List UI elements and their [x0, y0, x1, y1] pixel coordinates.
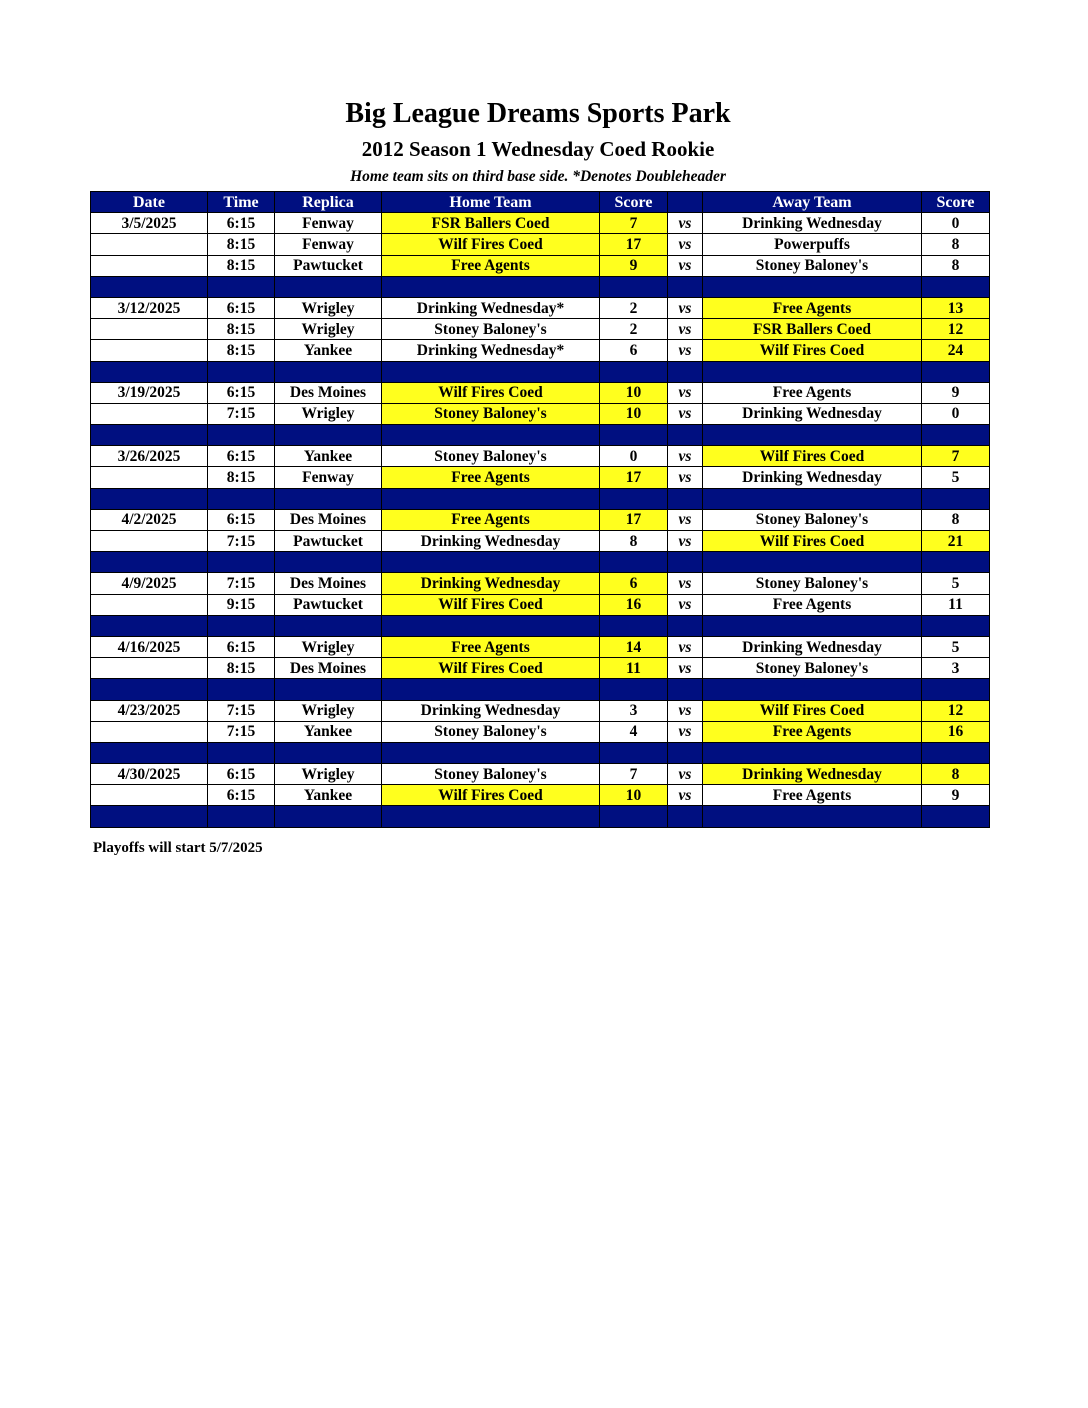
home-score: 7: [600, 213, 668, 234]
col-header-vs: [668, 192, 703, 213]
away-team: Drinking Wednesday: [703, 403, 922, 424]
season-subtitle: 2012 Season 1 Wednesday Coed Rookie: [361, 137, 715, 161]
game-row: [91, 573, 990, 594]
separator-cell: [600, 552, 668, 573]
home-score: 10: [600, 403, 668, 424]
separator-cell: [922, 615, 990, 636]
separator-cell: [382, 488, 600, 509]
separator-cell: [922, 488, 990, 509]
game-replica: Wrigley: [275, 319, 382, 340]
home-team: Stoney Baloney's: [382, 721, 600, 742]
separator-cell: [275, 361, 382, 382]
game-date: 3/19/2025: [91, 382, 208, 403]
separator-cell: [91, 615, 208, 636]
game-row: [91, 764, 990, 785]
game-time: 6:15: [208, 509, 275, 530]
separator-cell: [600, 425, 668, 446]
away-score: 21: [922, 531, 990, 552]
page-title: Big League Dreams Sports Park: [345, 98, 731, 129]
separator-cell: [922, 276, 990, 297]
vs-label: vs: [668, 255, 703, 276]
separator-cell: [91, 488, 208, 509]
away-team: Wilf Fires Coed: [703, 446, 922, 467]
home-team: Drinking Wednesday: [382, 573, 600, 594]
game-date: 4/23/2025: [91, 700, 208, 721]
away-team: Free Agents: [703, 721, 922, 742]
game-date: [91, 721, 208, 742]
separator-cell: [703, 742, 922, 763]
col-header-away-score: Score: [922, 192, 990, 213]
col-header-time: Time: [208, 192, 275, 213]
game-replica: Yankee: [275, 785, 382, 806]
away-score: 24: [922, 340, 990, 361]
game-replica: Des Moines: [275, 382, 382, 403]
game-row: [91, 785, 990, 806]
game-replica: Fenway: [275, 213, 382, 234]
col-header-away-team: Away Team: [703, 192, 922, 213]
away-score: 7: [922, 446, 990, 467]
away-score: 9: [922, 382, 990, 403]
away-team: Drinking Wednesday: [703, 213, 922, 234]
game-replica: Wrigley: [275, 297, 382, 318]
game-time: 8:15: [208, 467, 275, 488]
table-header-row: [91, 192, 990, 213]
separator-cell: [275, 552, 382, 573]
game-replica: Pawtucket: [275, 255, 382, 276]
away-score: 9: [922, 785, 990, 806]
game-date: [91, 467, 208, 488]
game-time: 6:15: [208, 382, 275, 403]
home-team: Free Agents: [382, 467, 600, 488]
week-separator-row: [91, 552, 990, 573]
separator-cell: [668, 806, 703, 827]
vs-label: vs: [668, 573, 703, 594]
away-score: 13: [922, 297, 990, 318]
away-team: Drinking Wednesday: [703, 467, 922, 488]
separator-cell: [703, 679, 922, 700]
away-team: Powerpuffs: [703, 234, 922, 255]
away-team: Drinking Wednesday: [703, 764, 922, 785]
away-score: 8: [922, 764, 990, 785]
away-team: Stoney Baloney's: [703, 255, 922, 276]
vs-label: vs: [668, 382, 703, 403]
game-row: [91, 340, 990, 361]
separator-cell: [600, 615, 668, 636]
home-score: 8: [600, 531, 668, 552]
separator-cell: [922, 361, 990, 382]
game-date: 3/26/2025: [91, 446, 208, 467]
schedule-body: [91, 213, 990, 827]
separator-cell: [703, 552, 922, 573]
home-score: 0: [600, 446, 668, 467]
week-separator-row: [91, 679, 990, 700]
separator-cell: [600, 742, 668, 763]
home-score: 3: [600, 700, 668, 721]
separator-cell: [91, 552, 208, 573]
away-team: Free Agents: [703, 382, 922, 403]
game-replica: Wrigley: [275, 764, 382, 785]
game-replica: Des Moines: [275, 509, 382, 530]
week-separator-row: [91, 361, 990, 382]
separator-cell: [208, 361, 275, 382]
separator-cell: [703, 615, 922, 636]
vs-label: vs: [668, 594, 703, 615]
home-score: 10: [600, 785, 668, 806]
separator-cell: [275, 276, 382, 297]
separator-cell: [208, 806, 275, 827]
vs-label: vs: [668, 213, 703, 234]
separator-cell: [208, 615, 275, 636]
home-score: 14: [600, 636, 668, 657]
separator-cell: [208, 742, 275, 763]
away-team: Free Agents: [703, 594, 922, 615]
game-row: [91, 658, 990, 679]
separator-cell: [91, 425, 208, 446]
home-team: Stoney Baloney's: [382, 764, 600, 785]
vs-label: vs: [668, 509, 703, 530]
away-score: 8: [922, 234, 990, 255]
game-time: 7:15: [208, 573, 275, 594]
vs-label: vs: [668, 340, 703, 361]
home-score: 9: [600, 255, 668, 276]
home-team: Stoney Baloney's: [382, 319, 600, 340]
separator-cell: [600, 488, 668, 509]
separator-cell: [91, 361, 208, 382]
game-row: [91, 234, 990, 255]
week-separator-row: [91, 806, 990, 827]
game-date: [91, 594, 208, 615]
game-replica: Fenway: [275, 467, 382, 488]
game-row: [91, 531, 990, 552]
home-score: 17: [600, 467, 668, 488]
game-date: 4/16/2025: [91, 636, 208, 657]
game-row: [91, 446, 990, 467]
game-time: 8:15: [208, 255, 275, 276]
separator-cell: [668, 615, 703, 636]
game-date: 3/5/2025: [91, 213, 208, 234]
away-score: 5: [922, 467, 990, 488]
playoffs-note: Playoffs will start 5/7/2025: [93, 840, 263, 856]
separator-cell: [922, 679, 990, 700]
home-score: 6: [600, 340, 668, 361]
game-time: 8:15: [208, 340, 275, 361]
week-separator-row: [91, 425, 990, 446]
home-team: Drinking Wednesday: [382, 700, 600, 721]
separator-cell: [382, 615, 600, 636]
game-row: [91, 509, 990, 530]
separator-cell: [668, 488, 703, 509]
game-row: [91, 297, 990, 318]
separator-cell: [91, 742, 208, 763]
separator-cell: [91, 806, 208, 827]
separator-cell: [922, 552, 990, 573]
separator-cell: [208, 425, 275, 446]
separator-cell: [382, 425, 600, 446]
week-separator-row: [91, 488, 990, 509]
home-team: Wilf Fires Coed: [382, 594, 600, 615]
game-time: 7:15: [208, 700, 275, 721]
game-row: [91, 382, 990, 403]
vs-label: vs: [668, 721, 703, 742]
separator-cell: [922, 742, 990, 763]
vs-label: vs: [668, 785, 703, 806]
separator-cell: [922, 425, 990, 446]
away-team: FSR Ballers Coed: [703, 319, 922, 340]
home-team: Wilf Fires Coed: [382, 234, 600, 255]
away-score: 8: [922, 509, 990, 530]
game-time: 6:15: [208, 446, 275, 467]
home-team: Free Agents: [382, 509, 600, 530]
vs-label: vs: [668, 234, 703, 255]
separator-cell: [922, 806, 990, 827]
separator-cell: [668, 276, 703, 297]
game-time: 8:15: [208, 234, 275, 255]
game-row: [91, 721, 990, 742]
game-replica: Des Moines: [275, 573, 382, 594]
game-date: 4/2/2025: [91, 509, 208, 530]
separator-cell: [208, 552, 275, 573]
game-row: [91, 255, 990, 276]
game-row: [91, 700, 990, 721]
game-time: 7:15: [208, 721, 275, 742]
away-team: Wilf Fires Coed: [703, 531, 922, 552]
home-score: 17: [600, 509, 668, 530]
vs-label: vs: [668, 764, 703, 785]
home-team: Wilf Fires Coed: [382, 658, 600, 679]
game-time: 7:15: [208, 531, 275, 552]
vs-label: vs: [668, 319, 703, 340]
game-time: 7:15: [208, 403, 275, 424]
separator-cell: [208, 679, 275, 700]
separator-cell: [382, 552, 600, 573]
game-date: [91, 658, 208, 679]
vs-label: vs: [668, 467, 703, 488]
home-score: 4: [600, 721, 668, 742]
separator-cell: [275, 806, 382, 827]
col-header-home-team: Home Team: [382, 192, 600, 213]
game-replica: Pawtucket: [275, 531, 382, 552]
home-team: Free Agents: [382, 255, 600, 276]
game-replica: Yankee: [275, 340, 382, 361]
separator-cell: [703, 488, 922, 509]
home-team: Drinking Wednesday: [382, 531, 600, 552]
away-score: 0: [922, 213, 990, 234]
col-header-home-score: Score: [600, 192, 668, 213]
separator-cell: [382, 806, 600, 827]
home-score: 16: [600, 594, 668, 615]
separator-cell: [275, 742, 382, 763]
separator-cell: [208, 488, 275, 509]
week-separator-row: [91, 276, 990, 297]
away-score: 12: [922, 319, 990, 340]
separator-cell: [275, 615, 382, 636]
separator-cell: [703, 361, 922, 382]
game-row: [91, 636, 990, 657]
col-header-date: Date: [91, 192, 208, 213]
game-time: 8:15: [208, 658, 275, 679]
game-replica: Yankee: [275, 721, 382, 742]
away-team: Free Agents: [703, 785, 922, 806]
game-replica: Des Moines: [275, 658, 382, 679]
schedule-table: [90, 191, 990, 828]
away-score: 8: [922, 255, 990, 276]
separator-cell: [600, 276, 668, 297]
game-date: [91, 531, 208, 552]
separator-cell: [382, 742, 600, 763]
separator-cell: [668, 679, 703, 700]
game-replica: Wrigley: [275, 636, 382, 657]
home-team: Drinking Wednesday*: [382, 340, 600, 361]
home-score: 6: [600, 573, 668, 594]
week-separator-row: [91, 615, 990, 636]
game-date: [91, 403, 208, 424]
game-replica: Yankee: [275, 446, 382, 467]
home-team: Drinking Wednesday*: [382, 297, 600, 318]
separator-cell: [600, 679, 668, 700]
separator-cell: [275, 679, 382, 700]
game-date: [91, 785, 208, 806]
separator-cell: [703, 806, 922, 827]
home-team: Wilf Fires Coed: [382, 785, 600, 806]
away-team: Stoney Baloney's: [703, 573, 922, 594]
away-team: Stoney Baloney's: [703, 509, 922, 530]
game-time: 6:15: [208, 785, 275, 806]
game-row: [91, 319, 990, 340]
separator-cell: [382, 361, 600, 382]
game-date: [91, 340, 208, 361]
separator-cell: [668, 361, 703, 382]
game-row: [91, 467, 990, 488]
separator-cell: [382, 276, 600, 297]
away-team: Wilf Fires Coed: [703, 340, 922, 361]
home-score: 11: [600, 658, 668, 679]
home-team: Stoney Baloney's: [382, 403, 600, 424]
separator-cell: [668, 742, 703, 763]
vs-label: vs: [668, 403, 703, 424]
away-score: 3: [922, 658, 990, 679]
game-row: [91, 403, 990, 424]
separator-cell: [382, 679, 600, 700]
away-score: 5: [922, 636, 990, 657]
game-replica: Wrigley: [275, 700, 382, 721]
separator-cell: [91, 276, 208, 297]
home-score: 7: [600, 764, 668, 785]
separator-cell: [91, 679, 208, 700]
game-date: 4/30/2025: [91, 764, 208, 785]
home-team: FSR Ballers Coed: [382, 213, 600, 234]
home-score: 2: [600, 297, 668, 318]
separator-cell: [703, 276, 922, 297]
separator-cell: [208, 276, 275, 297]
home-score: 2: [600, 319, 668, 340]
game-date: [91, 234, 208, 255]
game-date: [91, 255, 208, 276]
vs-label: vs: [668, 700, 703, 721]
game-date: [91, 319, 208, 340]
vs-label: vs: [668, 531, 703, 552]
game-time: 6:15: [208, 297, 275, 318]
game-time: 6:15: [208, 764, 275, 785]
away-score: 0: [922, 403, 990, 424]
away-score: 11: [922, 594, 990, 615]
game-date: 3/12/2025: [91, 297, 208, 318]
separator-cell: [703, 425, 922, 446]
game-row: [91, 213, 990, 234]
separator-cell: [600, 361, 668, 382]
vs-label: vs: [668, 658, 703, 679]
game-replica: Fenway: [275, 234, 382, 255]
game-time: 6:15: [208, 213, 275, 234]
game-row: [91, 594, 990, 615]
game-time: 6:15: [208, 636, 275, 657]
separator-cell: [275, 425, 382, 446]
home-score: 10: [600, 382, 668, 403]
game-date: 4/9/2025: [91, 573, 208, 594]
schedule-note: Home team sits on third base side. *Denotes Doubleheader: [350, 168, 726, 185]
away-team: Stoney Baloney's: [703, 658, 922, 679]
vs-label: vs: [668, 446, 703, 467]
home-team: Stoney Baloney's: [382, 446, 600, 467]
game-time: 8:15: [208, 319, 275, 340]
away-score: 12: [922, 700, 990, 721]
game-replica: Wrigley: [275, 403, 382, 424]
away-score: 5: [922, 573, 990, 594]
away-team: Free Agents: [703, 297, 922, 318]
home-score: 17: [600, 234, 668, 255]
home-team: Free Agents: [382, 636, 600, 657]
separator-cell: [668, 552, 703, 573]
game-time: 9:15: [208, 594, 275, 615]
col-header-replica: Replica: [275, 192, 382, 213]
home-team: Wilf Fires Coed: [382, 382, 600, 403]
away-team: Drinking Wednesday: [703, 636, 922, 657]
separator-cell: [275, 488, 382, 509]
away-team: Wilf Fires Coed: [703, 700, 922, 721]
game-replica: Pawtucket: [275, 594, 382, 615]
separator-cell: [668, 425, 703, 446]
week-separator-row: [91, 742, 990, 763]
separator-cell: [600, 806, 668, 827]
away-score: 16: [922, 721, 990, 742]
vs-label: vs: [668, 297, 703, 318]
vs-label: vs: [668, 636, 703, 657]
